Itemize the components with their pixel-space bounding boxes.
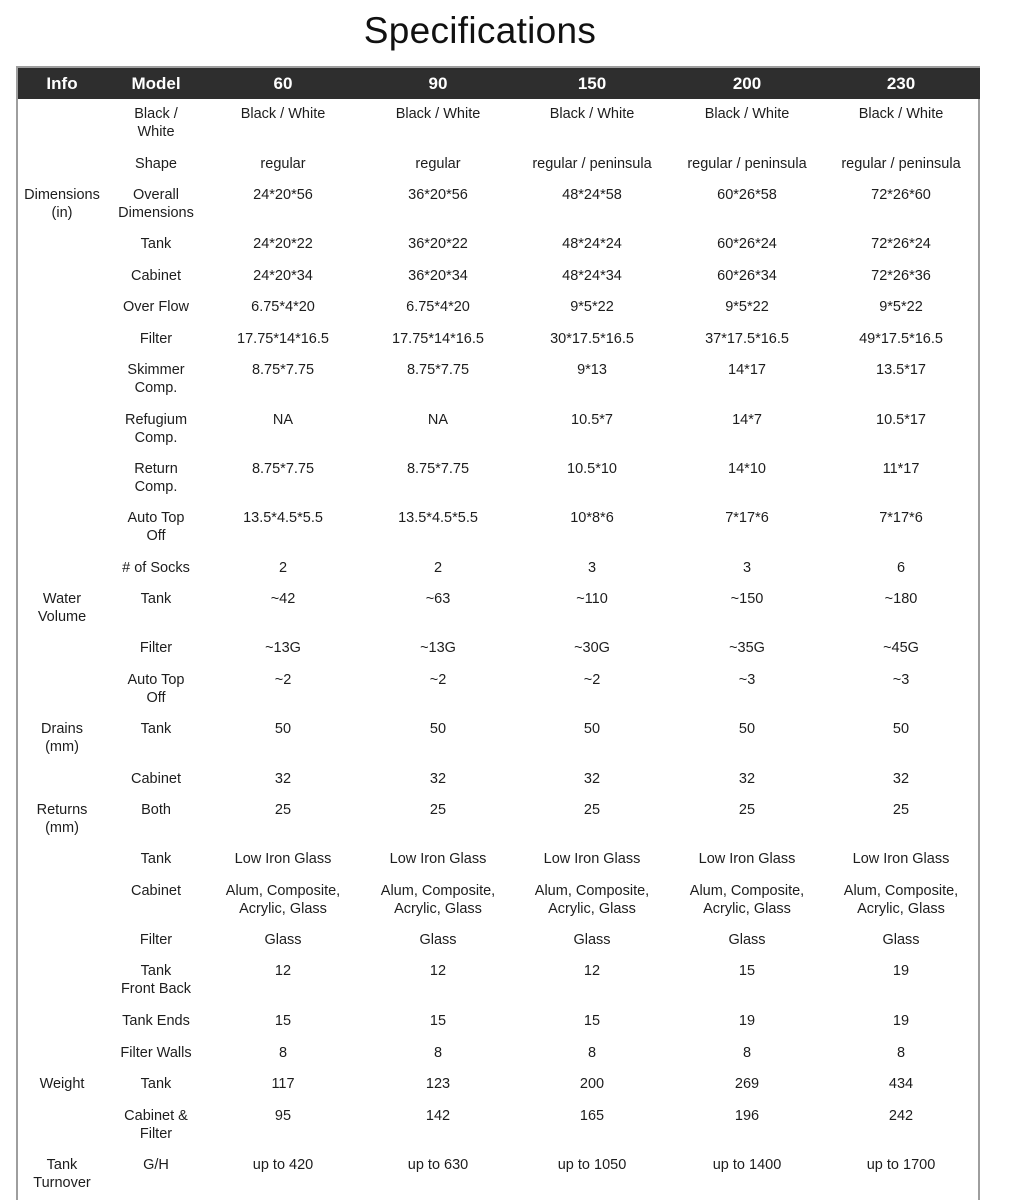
table-cell: 15 <box>738 963 756 979</box>
table-cell: 15 <box>429 1013 447 1029</box>
table-cell: 9*5*22 <box>570 299 614 315</box>
table-cell: 24*20*34 <box>253 268 313 284</box>
table-cell: Black / White <box>858 106 944 122</box>
table-cell: ~13G <box>265 640 301 656</box>
table-cell: 19 <box>892 963 910 979</box>
table-cell: up to 1700 <box>866 1157 936 1173</box>
table-cell: 7*17*6 <box>879 510 923 526</box>
table-cell: ~30G <box>574 640 610 656</box>
table-cell: 17.75*14*16.5 <box>237 331 329 347</box>
table-cell: 32 <box>429 771 447 787</box>
row-label: Cabinet <box>131 883 181 899</box>
table-cell: 142 <box>425 1108 451 1124</box>
table-cell: Black / White <box>395 106 481 122</box>
table-cell: ~2 <box>583 672 601 688</box>
table-cell: Alum, Composite, Acrylic, Glass <box>534 883 650 917</box>
table-cell: ~35G <box>729 640 765 656</box>
table-cell: 8 <box>278 1045 288 1061</box>
table-cell: 242 <box>888 1108 914 1124</box>
table-cell: 123 <box>425 1076 451 1092</box>
row-label: Filter <box>139 640 173 656</box>
table-cell: 200 <box>579 1076 605 1092</box>
table-cell: Alum, Composite, Acrylic, Glass <box>225 883 341 917</box>
table-cell: 6 <box>896 560 906 576</box>
table-cell: Glass <box>882 932 920 948</box>
column-header-model-90: 90 <box>428 74 448 93</box>
table-cell: 36*20*34 <box>408 268 468 284</box>
table-cell: 25 <box>738 802 756 818</box>
table-cell: ~45G <box>883 640 919 656</box>
column-header-model-230: 230 <box>886 74 916 93</box>
row-label: Filter <box>139 331 173 347</box>
table-cell: up to 630 <box>407 1157 469 1173</box>
group-label: Drains (mm) <box>41 721 83 755</box>
table-cell: 8 <box>896 1045 906 1061</box>
row-label: Cabinet <box>131 268 181 284</box>
table-cell: Low Iron Glass <box>234 851 332 867</box>
table-cell: Glass <box>419 932 457 948</box>
table-cell: Alum, Composite, Acrylic, Glass <box>689 883 805 917</box>
table-cell: 50 <box>274 721 292 737</box>
table-cell: 25 <box>429 802 447 818</box>
table-cell: 13.5*4.5*5.5 <box>398 510 478 526</box>
group-label: Tank Turnover <box>33 1157 91 1191</box>
table-cell: 12 <box>429 963 447 979</box>
table-cell: ~63 <box>425 591 451 607</box>
table-cell: ~3 <box>738 672 756 688</box>
table-cell: 8.75*7.75 <box>406 362 470 378</box>
row-label: Refugium Comp. <box>124 412 188 446</box>
table-cell: 9*5*22 <box>725 299 769 315</box>
table-cell: Low Iron Glass <box>698 851 796 867</box>
table-cell: 36*20*22 <box>408 236 468 252</box>
table-cell: 2 <box>433 560 443 576</box>
table-cell: 50 <box>738 721 756 737</box>
table-cell: 10.5*7 <box>571 412 613 428</box>
table-cell: 60*26*58 <box>717 187 777 203</box>
table-cell: 19 <box>738 1013 756 1029</box>
row-label: Tank <box>140 851 172 867</box>
table-cell: 25 <box>583 802 601 818</box>
table-cell: 12 <box>274 963 292 979</box>
table-cell: 8 <box>742 1045 752 1061</box>
table-cell: ~3 <box>892 672 910 688</box>
table-cell: 15 <box>583 1013 601 1029</box>
row-label: Tank <box>140 721 172 737</box>
row-label: # of Socks <box>122 560 190 576</box>
row-label: Tank <box>140 236 172 252</box>
table-cell: ~180 <box>884 591 918 607</box>
table-cell: 72*26*24 <box>871 236 931 252</box>
table-cell: 269 <box>734 1076 760 1092</box>
table-cell: 95 <box>274 1108 292 1124</box>
table-cell: 14*10 <box>728 461 766 477</box>
column-header-model: Model <box>131 74 181 93</box>
table-cell: 12 <box>583 963 601 979</box>
table-cell: 25 <box>892 802 910 818</box>
row-label: Over Flow <box>122 299 190 315</box>
table-cell: 8.75*7.75 <box>251 461 315 477</box>
table-cell: 60*26*24 <box>717 236 777 252</box>
group-label: Returns (mm) <box>36 802 88 836</box>
row-label: Filter <box>139 932 173 948</box>
table-cell: ~2 <box>429 672 447 688</box>
table-cell: 72*26*36 <box>871 268 931 284</box>
page-title: Specifications <box>363 10 597 51</box>
table-cell: Glass <box>728 932 766 948</box>
table-cell: 7*17*6 <box>725 510 769 526</box>
table-cell: Low Iron Glass <box>852 851 950 867</box>
table-cell: 48*24*34 <box>562 268 622 284</box>
table-cell: ~150 <box>730 591 764 607</box>
table-cell: 32 <box>892 771 910 787</box>
table-cell: 9*5*22 <box>879 299 923 315</box>
table-cell: 8 <box>587 1045 597 1061</box>
row-label: Auto Top Off <box>127 672 185 706</box>
table-cell: 30*17.5*16.5 <box>550 331 634 347</box>
table-cell: 48*24*24 <box>562 236 622 252</box>
group-label: Weight <box>39 1076 85 1092</box>
column-header-model-200: 200 <box>732 74 762 93</box>
table-cell: 13.5*4.5*5.5 <box>243 510 323 526</box>
table-cell: 50 <box>429 721 447 737</box>
table-cell: regular / peninsula <box>841 156 961 172</box>
table-cell: 25 <box>274 802 292 818</box>
table-cell: 14*17 <box>728 362 766 378</box>
table-cell: 434 <box>888 1076 914 1092</box>
column-header-info: Info <box>46 74 78 93</box>
row-label: Skimmer Comp. <box>127 362 185 396</box>
table-cell: Glass <box>264 932 302 948</box>
table-cell: 10*8*6 <box>570 510 614 526</box>
table-cell: 3 <box>742 560 752 576</box>
table-cell: ~110 <box>576 591 608 607</box>
table-cell: NA <box>427 412 449 428</box>
table-cell: regular / peninsula <box>687 156 807 172</box>
row-label: Cabinet <box>131 771 181 787</box>
table-cell: 11*17 <box>882 461 920 477</box>
table-cell: 32 <box>738 771 756 787</box>
row-label: Cabinet & Filter <box>124 1108 188 1142</box>
group-label: Water Volume <box>37 591 87 625</box>
table-cell: 196 <box>734 1108 760 1124</box>
row-label: G/H <box>143 1157 169 1173</box>
table-cell: 50 <box>892 721 910 737</box>
table-cell: 10.5*17 <box>876 412 926 428</box>
table-cell: 15 <box>274 1013 292 1029</box>
table-cell: up to 420 <box>252 1157 314 1173</box>
table-cell: Low Iron Glass <box>389 851 487 867</box>
row-label: Tank Ends <box>122 1013 190 1029</box>
table-cell: 6.75*4*20 <box>251 299 315 315</box>
row-label: Tank <box>140 591 172 607</box>
column-header-model-60: 60 <box>273 74 293 93</box>
table-cell: Black / White <box>704 106 790 122</box>
table-cell: 32 <box>274 771 292 787</box>
table-cell: 60*26*34 <box>717 268 777 284</box>
table-cell: 49*17.5*16.5 <box>859 331 943 347</box>
table-cell: 8.75*7.75 <box>406 461 470 477</box>
table-cell: 36*20*56 <box>408 187 468 203</box>
row-label: Shape <box>135 156 177 172</box>
table-cell: 14*7 <box>732 412 762 428</box>
table-cell: 3 <box>587 560 597 576</box>
table-cell: 17.75*14*16.5 <box>392 331 484 347</box>
group-label: Dimensions (in) <box>24 187 100 221</box>
row-label: Tank Front Back <box>120 963 192 997</box>
table-cell: 117 <box>271 1076 295 1092</box>
row-label: Black / White <box>134 106 178 140</box>
table-cell: 37*17.5*16.5 <box>705 331 789 347</box>
table-cell: 24*20*22 <box>253 236 313 252</box>
table-cell: 13.5*17 <box>876 362 926 378</box>
table-cell: 8.75*7.75 <box>251 362 315 378</box>
table-cell: regular <box>415 156 461 172</box>
row-label: Filter Walls <box>120 1045 192 1061</box>
table-cell: NA <box>272 412 294 428</box>
row-label: Auto Top Off <box>127 510 185 544</box>
row-label: Return Comp. <box>134 461 178 495</box>
table-cell: Glass <box>573 932 611 948</box>
table-cell: 48*24*58 <box>562 187 622 203</box>
table-cell: 19 <box>892 1013 910 1029</box>
row-label: Both <box>141 802 171 818</box>
table-cell: up to 1050 <box>557 1157 627 1173</box>
table-cell: 165 <box>579 1108 605 1124</box>
table-cell: 10.5*10 <box>567 461 617 477</box>
column-header-model-150: 150 <box>577 74 607 93</box>
table-cell: ~13G <box>420 640 456 656</box>
table-cell: 24*20*56 <box>253 187 313 203</box>
table-cell: Black / White <box>549 106 635 122</box>
table-cell: regular / peninsula <box>532 156 652 172</box>
table-cell: ~42 <box>270 591 296 607</box>
table-cell: Low Iron Glass <box>543 851 641 867</box>
table-cell: Alum, Composite, Acrylic, Glass <box>380 883 496 917</box>
table-cell: Alum, Composite, Acrylic, Glass <box>843 883 959 917</box>
table-cell: 6.75*4*20 <box>406 299 470 315</box>
table-cell: 8 <box>433 1045 443 1061</box>
table-cell: 9*13 <box>577 362 607 378</box>
table-cell: 2 <box>278 560 288 576</box>
row-label: Tank <box>140 1076 172 1092</box>
table-cell: Black / White <box>240 106 326 122</box>
table-cell: regular <box>260 156 306 172</box>
table-cell: 72*26*60 <box>871 187 931 203</box>
table-cell: up to 1400 <box>712 1157 782 1173</box>
table-cell: ~2 <box>274 672 292 688</box>
table-cell: 50 <box>583 721 601 737</box>
table-cell: 32 <box>583 771 601 787</box>
row-label: Overall Dimensions <box>118 187 194 221</box>
